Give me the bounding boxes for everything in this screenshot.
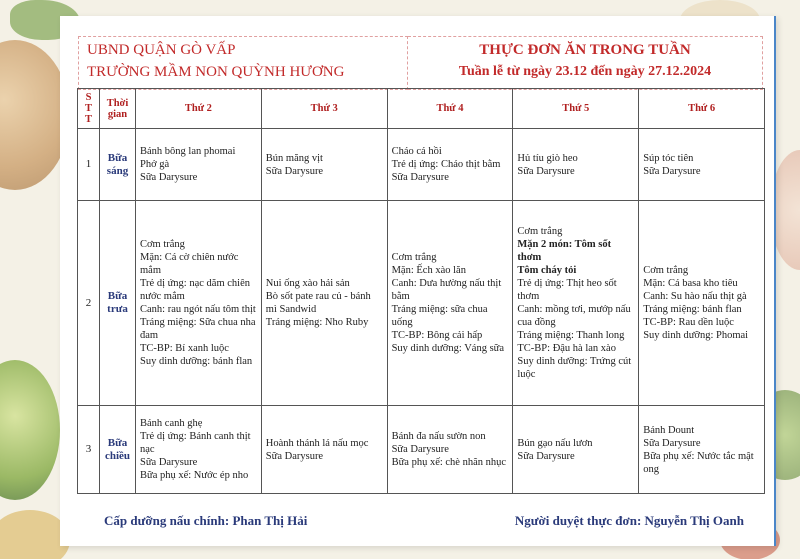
- meal-name: Bữa chiều: [100, 406, 136, 494]
- meal-name: Bữa sáng: [100, 129, 136, 201]
- dish-line: Trẻ dị ứng: Bánh canh thịt nạc: [140, 431, 251, 455]
- header-left: [78, 36, 408, 90]
- menu-cell: [136, 129, 262, 201]
- dish-line: Canh: rau ngót nấu tôm thịt: [140, 304, 256, 315]
- menu-cell: [639, 129, 765, 201]
- dish-line: Bữa phụ xế: Nước tắc mật ong: [643, 450, 754, 475]
- dish-line: Mặn: Cá cờ chiên nước mắm: [140, 252, 239, 276]
- dish-line: Sữa Darysure: [140, 172, 198, 183]
- menu-cell: [136, 406, 262, 494]
- dish-line: TC-BP: Bí xanh luộc: [140, 343, 229, 354]
- dish-line: Sữa Darysure: [265, 450, 324, 462]
- dish-line: Bánh Dount: [643, 424, 695, 436]
- column-header-stt: [78, 89, 100, 129]
- dish-line: Bún gạo nấu lươn: [517, 437, 593, 449]
- dish-line: TC-BP: Bông cải hấp: [391, 330, 483, 341]
- menu-cell: [387, 406, 513, 494]
- dish-line: Nui ống xào hải sản: [265, 278, 350, 289]
- dish-line: Bữa phụ xế: chè nhãn nhục: [391, 457, 507, 468]
- dish-line: Phở gà: [140, 159, 170, 170]
- dish-line: Canh: mồng tơi, mướp nấu cua đồng: [517, 304, 631, 328]
- dish-line: Cơm trắng: [140, 239, 185, 250]
- column-header-day: Thứ 3: [261, 89, 387, 129]
- column-header-day: Thứ 4: [387, 89, 513, 129]
- dish-line: Bánh đa nấu sườn non: [391, 431, 486, 442]
- dish-line: Sữa Darysure: [265, 165, 324, 177]
- table-row: [78, 406, 765, 494]
- dish-line: Mặn 2 món: Tôm sốt thơm: [517, 239, 612, 263]
- dish-line: Tráng miệng: sữa chua uống: [391, 304, 488, 328]
- dish-line: Canh: Su hào nấu thịt gà: [643, 291, 747, 302]
- table-row: [78, 129, 765, 201]
- row-number: 2: [78, 201, 100, 406]
- menu-cell: [513, 201, 639, 406]
- column-header-day: Thứ 6: [639, 89, 765, 129]
- menu-cell: [261, 406, 387, 494]
- menu-cell: [261, 129, 387, 201]
- signature-footer: [104, 513, 744, 529]
- dish-line: Sữa Darysure: [517, 165, 575, 177]
- dish-line: Tráng miệng: Nho Ruby: [265, 317, 369, 328]
- dish-line: Sữa Darysure: [643, 437, 701, 449]
- column-header-time: Thời gian: [100, 89, 136, 129]
- district-name: UBND QUẬN GÒ VẤP: [87, 42, 236, 58]
- dish-line: Tráng miệng: Sữa chua nha đam: [140, 317, 256, 341]
- menu-cell: [639, 406, 765, 494]
- dish-line: Bánh bông lan phomai: [140, 146, 236, 157]
- dish-line: Bánh canh ghẹ: [140, 418, 203, 429]
- dish-line: Sữa Darysure: [140, 457, 198, 468]
- dish-line: Suy dinh dưỡng: Trứng cút luộc: [517, 356, 632, 380]
- dish-line: Trẻ dị ứng: nạc dăm chiên nước mắm: [140, 278, 250, 302]
- head-cook: Cấp dưỡng nấu chính: Phan Thị Hải: [104, 513, 308, 528]
- dish-line: Trẻ dị ứng: Cháo thịt bằm: [391, 159, 501, 170]
- dish-line: Sữa Darysure: [643, 165, 701, 177]
- menu-approver: Người duyệt thực đơn: Nguyễn Thị Oanh: [514, 513, 744, 528]
- dish-line: Suy dinh dưỡng: bánh flan: [140, 356, 253, 367]
- dish-line: Bò sốt pate rau củ - bánh mì Sandwid: [265, 291, 371, 315]
- row-number: 3: [78, 406, 100, 494]
- dish-line: Cơm trắng: [391, 252, 437, 263]
- dish-line: Canh: Dưa hường nấu thịt bằm: [391, 278, 502, 302]
- dish-line: TC-BP: Đậu hà lan xào: [517, 343, 616, 354]
- stt-letter: T: [84, 114, 92, 125]
- header-right: [408, 36, 763, 90]
- dish-line: Sữa Darysure: [391, 444, 449, 455]
- stt-letter: T: [84, 103, 92, 114]
- dish-line: Bữa phụ xế: Nước ép nho: [140, 470, 249, 481]
- dish-line: Tráng miệng: bánh flan: [643, 304, 742, 315]
- school-name: TRƯỜNG MẦM NON QUỲNH HƯƠNG: [87, 64, 345, 80]
- dish-line: Mặn: Ếch xào lăn: [391, 265, 466, 276]
- menu-document: [60, 16, 776, 546]
- column-header-day: Thứ 2: [136, 89, 262, 129]
- dish-line: Tráng miệng: Thanh long: [517, 330, 625, 341]
- row-number: 1: [78, 129, 100, 201]
- dish-line: Cơm trắng: [517, 226, 563, 237]
- dish-line: Sữa Darysure: [391, 172, 449, 183]
- menu-cell: [261, 201, 387, 406]
- dish-line: Hoành thánh lá nấu mọc: [265, 437, 369, 449]
- meal-name: Bữa trưa: [100, 201, 136, 406]
- column-header-day: Thứ 5: [513, 89, 639, 129]
- stt-letter: S: [85, 92, 92, 103]
- decorative-food-image: [0, 360, 60, 500]
- dish-line: Suy dinh dưỡng: Váng sữa: [391, 343, 505, 354]
- document-header: [78, 36, 763, 90]
- menu-cell: [136, 201, 262, 406]
- dish-line: Suy dinh dưỡng: Phomai: [643, 330, 749, 341]
- dish-line: Súp tóc tiên: [643, 152, 694, 164]
- dish-line: Bún măng vịt: [265, 152, 323, 164]
- weekly-menu-table: [77, 88, 765, 494]
- dish-line: TC-BP: Rau dền luộc: [643, 317, 734, 328]
- menu-cell: [513, 129, 639, 201]
- dish-line: Trẻ dị ứng: Thịt heo sốt thơm: [517, 278, 617, 302]
- dish-line: Hủ tíu giò heo: [517, 152, 578, 164]
- week-range: Tuần lễ từ ngày 23.12 đến ngày 27.12.2024: [458, 64, 712, 79]
- menu-cell: [387, 129, 513, 201]
- menu-cell: [387, 201, 513, 406]
- menu-cell: [513, 406, 639, 494]
- dish-line: Cơm trắng: [643, 265, 689, 276]
- table-header-row: [78, 89, 765, 129]
- dish-line: Sữa Darysure: [517, 450, 575, 462]
- table-row: [78, 201, 765, 406]
- menu-cell: [639, 201, 765, 406]
- dish-line: Cháo cá hồi: [391, 146, 442, 157]
- document-title: THỰC ĐƠN ĂN TRONG TUẦN: [479, 42, 691, 58]
- dish-line: Tôm cháy tỏi: [517, 265, 577, 276]
- dish-line: Mặn: Cá basa kho tiêu: [643, 278, 738, 289]
